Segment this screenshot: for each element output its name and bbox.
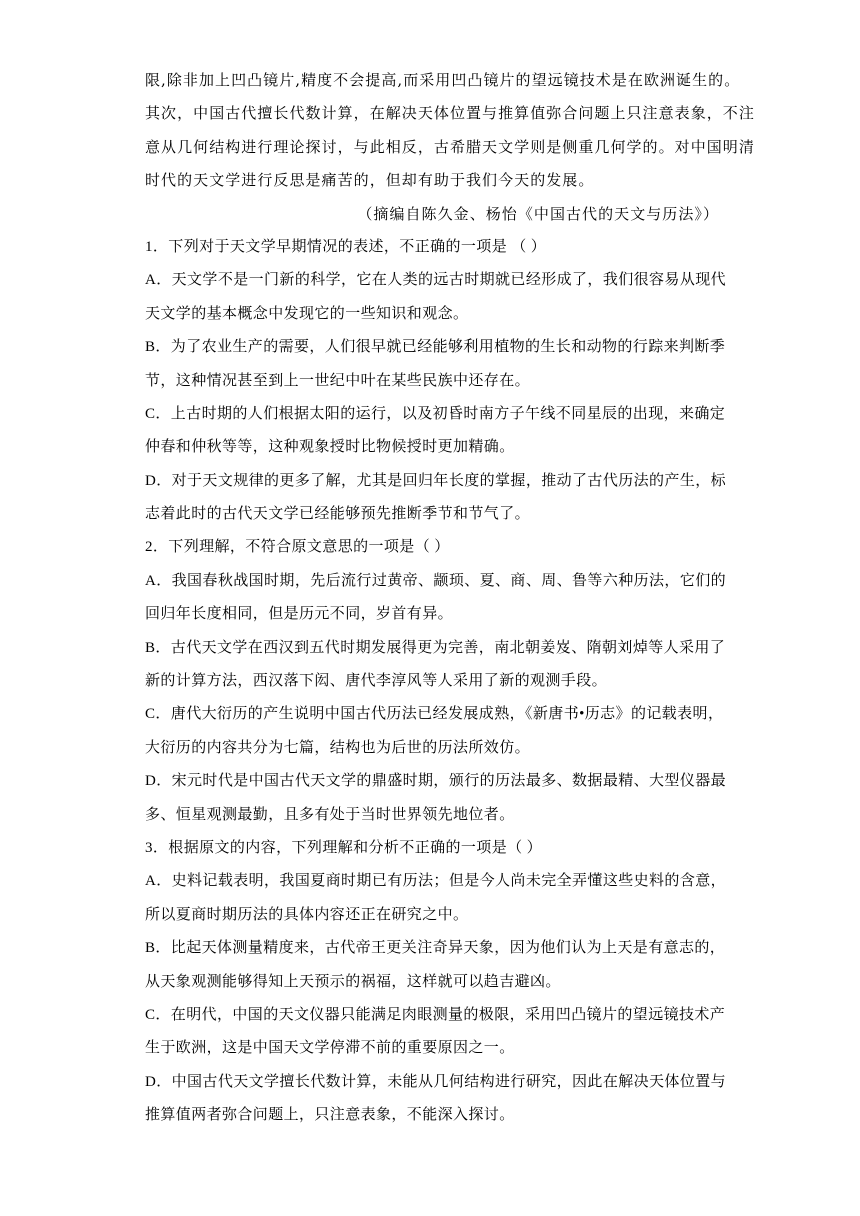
option-line: 所以夏商时期历法的具体内容还正在研究之中。 [145,906,469,923]
option-c [145,402,726,469]
option-line: D．宋元时代是中国古代天文学的鼎盛时期，颁行的历法最多、数据最精、大型仪器最 [145,773,727,790]
option-d [145,1070,727,1137]
question-stem: 3．根据原文的内容，下列理解和分析不正确的一项是（ ） [145,839,543,856]
option-line: 节，这种情况甚至到上一世纪中叶在某些民族中还存在。 [145,372,531,389]
option-a [145,268,727,335]
passage-line: 意从几何结构进行理论探讨，与此相反，古希腊天文学则是侧重几何学的。对中国明清 [145,137,755,156]
option-line: 天文学的基本概念中发现它的一些知识和观念。 [145,305,469,322]
option-b [145,636,726,703]
option-line: A．我国春秋战国时期，先后流行过黄帝、颛顼、夏、商、周、鲁等六种历法，它们的 [145,572,727,589]
option-line: 从天象观测能够得知上天预示的祸福，这样就可以趋吉避凶。 [145,973,561,990]
option-line: B．比起天体测量精度来，古代帝王更关注奇异天象，因为他们认为上天是有意志的， [145,940,726,957]
option-b [145,936,726,1003]
passage-source: （摘编自陈久金、杨怡《中国古代的天文与历法》） [357,204,719,223]
option-line: 大衍历的内容共分为七篇，结构也为后世的历法所效仿。 [145,739,531,756]
option-c [145,702,724,769]
option-line: 多、恒星观测最勤，且多有处于当时世界领先地位者。 [145,806,515,823]
option-line: C．上古时期的人们根据太阳的运行，以及初昏时南方子午线不同星辰的出现，来确定 [145,405,726,422]
option-line: D．对于天文规律的更多了解，尤其是回归年长度的掌握，推动了古代历法的产生，标 [145,472,727,489]
option-c [145,1003,726,1070]
option-d [145,469,727,536]
question-stem: 2．下列理解，不符合原文意思的一项是（ ） [145,539,450,556]
option-line: B．为了农业生产的需要，人们很早就已经能够利用植物的生长和动物的行踪来判断季 [145,339,726,356]
passage-line: 时代的天文学进行反思是痛苦的，但却有助于我们今天的发展。 [145,171,595,190]
option-line: 推算值两者弥合问题上，只注意表象，不能深入探讨。 [145,1107,515,1124]
option-line: D．中国古代天文学擅长代数计算，未能从几何结构进行研究，因此在解决天体位置与 [145,1073,727,1090]
question-stem: 1．下列对于天文学早期情况的表述，不正确的一项是 （ ） [145,238,547,255]
option-d [145,769,727,836]
option-b [145,335,726,402]
option-line: 新的计算方法，西汉落下闳、唐代李淳风等人采用了新的观测手段。 [145,673,608,690]
passage-line: 限,除非加上凹凸镜片,精度不会提高,而采用凹凸镜片的望远镜技术是在欧洲诞生的。 [145,71,741,89]
option-line: 生于欧洲，这是中国天文学停滞不前的重要原因之一。 [145,1040,515,1057]
option-line: A．天文学不是一门新的科学，它在人类的远古时期就已经形成了，我们很容易从现代 [145,272,727,289]
document-page [145,68,755,1137]
question-1 [145,235,727,536]
question-3 [145,836,727,1137]
passage-line: 其次，中国古代擅长代数计算，在解决天体位置与推算值弥合问题上只注意表象，不注 [145,104,755,123]
option-line: A．史料记载表明，我国夏商时期已有历法；但是今人尚未完全弄懂这些史料的含意， [145,873,727,890]
passage-excerpt [145,68,755,235]
option-line: 志着此时的古代天文学已经能够预先推断季节和节气了。 [145,506,531,523]
option-line: C．在明代，中国的天文仪器只能满足肉眼测量的极限，采用凹凸镜片的望远镜技术产 [145,1006,726,1023]
option-a [145,869,727,936]
option-line: B．古代天文学在西汉到五代时期发展得更为完善，南北朝姜岌、隋朝刘焯等人采用了 [145,639,726,656]
question-2 [145,535,727,836]
option-line: 仲春和仲秋等等，这种观象授时比物候授时更加精确。 [145,439,515,456]
option-line: 回归年长度相同，但是历元不同，岁首有异。 [145,606,454,623]
option-line: C．唐代大衍历的产生说明中国古代历法已经发展成熟，《新唐书•历志》的记载表明， [145,706,724,723]
option-a [145,569,727,636]
